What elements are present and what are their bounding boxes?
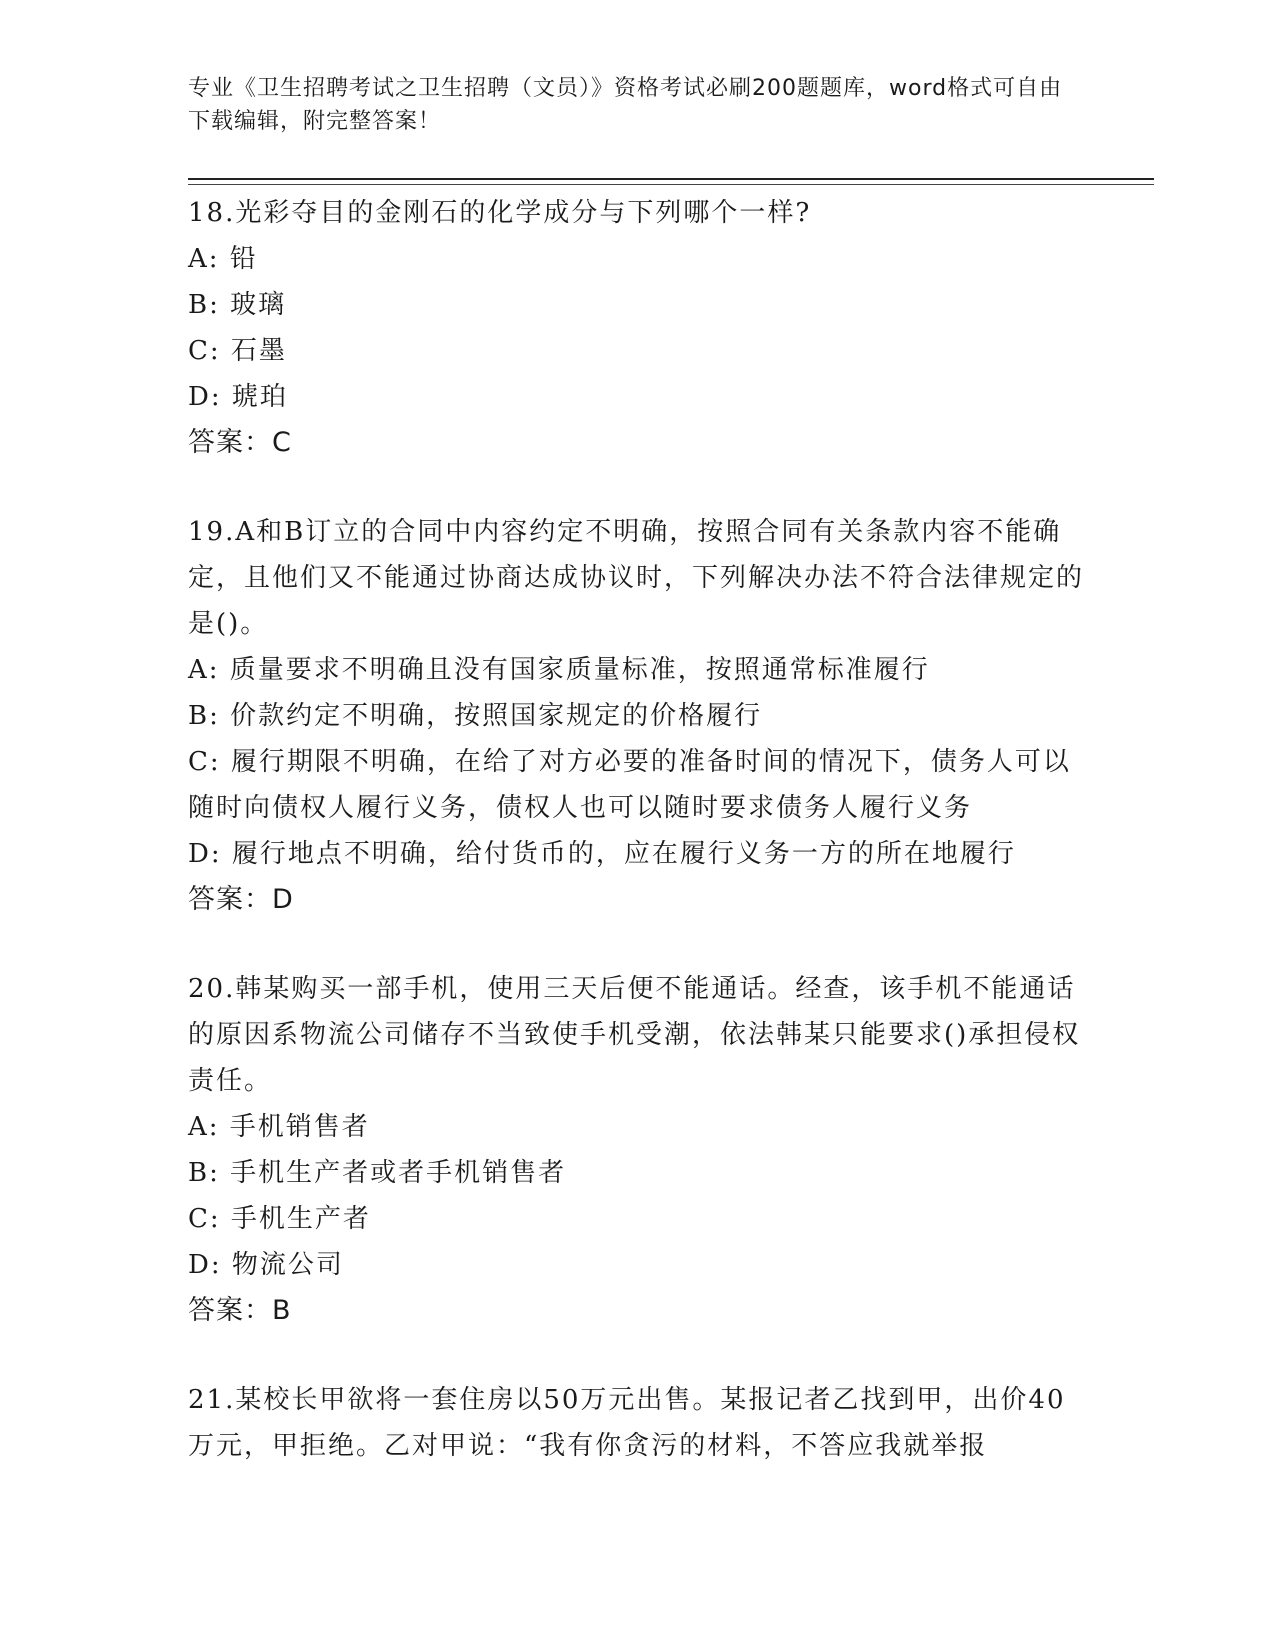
option-c: C: 履行期限不明确，在给了对方必要的准备时间的情况下，债务人可以随时向债权人履行义务，债权人也可以随时要求债务人履行义务 bbox=[188, 747, 1071, 823]
question-18 bbox=[188, 190, 1088, 466]
option-a: A: 手机销售者 bbox=[188, 1112, 370, 1142]
option-c: C: 石墨 bbox=[188, 336, 287, 366]
header-divider-thick bbox=[188, 178, 1154, 180]
answer-label: 答案：C bbox=[188, 427, 292, 458]
question-text: 21.某校长甲欲将一套住房以50万元出售。某报记者乙找到甲，出价40万元，甲拒绝。乙对甲说：“我有你贪污的材料，不答应我就举报 bbox=[188, 1385, 1066, 1461]
document-header: 专业《卫生招聘考试之卫生招聘（文员）》资格考试必刷200题题库，word格式可自由下载编辑，附完整答案！ bbox=[188, 76, 1063, 134]
option-c: C: 手机生产者 bbox=[188, 1204, 371, 1234]
option-d: D: 琥珀 bbox=[188, 382, 288, 412]
option-d: D: 履行地点不明确，给付货币的，应在履行义务一方的所在地履行 bbox=[188, 839, 1016, 869]
option-a: A: 质量要求不明确且没有国家质量标准，按照通常标准履行 bbox=[188, 655, 930, 685]
option-a: A: 铅 bbox=[188, 244, 258, 274]
question-20 bbox=[188, 966, 1088, 1334]
question-21 bbox=[188, 1377, 1088, 1469]
header-divider-thin bbox=[188, 184, 1154, 185]
question-text: 20.韩某购买一部手机，使用三天后便不能通话。经查，该手机不能通话的原因系物流公司储存不当致使手机受潮，依法韩某只能要求()承担侵权责任。 bbox=[188, 974, 1081, 1096]
question-19 bbox=[188, 509, 1088, 923]
question-list bbox=[188, 190, 1088, 1512]
answer-label: 答案：D bbox=[188, 884, 294, 915]
option-b: B: 手机生产者或者手机销售者 bbox=[188, 1158, 567, 1188]
answer-label: 答案：B bbox=[188, 1295, 292, 1326]
option-b: B: 价款约定不明确，按照国家规定的价格履行 bbox=[188, 701, 763, 731]
option-d: D: 物流公司 bbox=[188, 1250, 344, 1280]
question-text: 19.A和B订立的合同中内容约定不明确，按照合同有关条款内容不能确定，且他们又不能通过协商达成协议时，下列解决办法不符合法律规定的是()。 bbox=[188, 517, 1085, 639]
option-b: B: 玻璃 bbox=[188, 290, 287, 320]
question-text: 18.光彩夺目的金刚石的化学成分与下列哪个一样? bbox=[188, 198, 812, 228]
